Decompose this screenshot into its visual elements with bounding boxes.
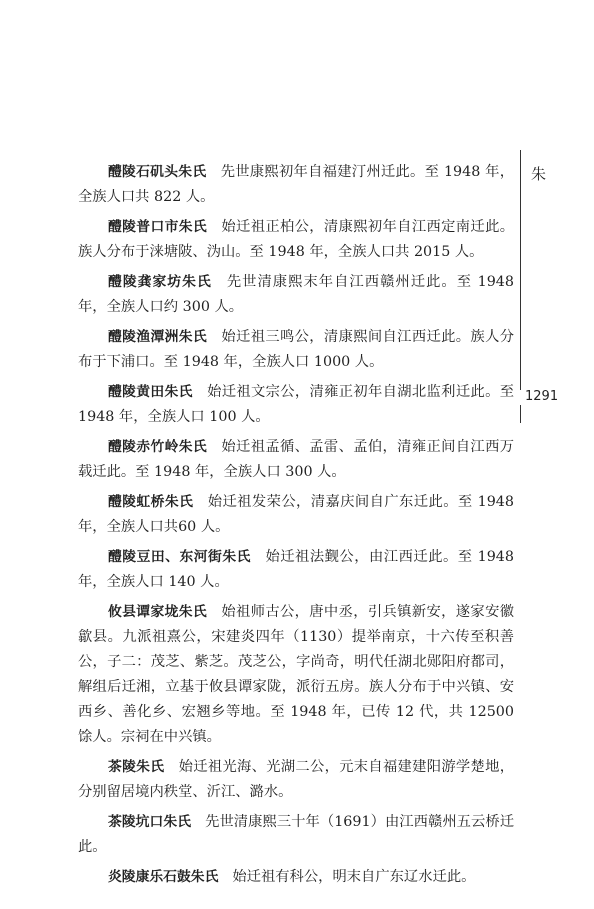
entry-text: 始迁祖有科公，明末自广东辽水迁此。 [232,869,476,885]
entry-text: 始迁祖三鸣公，清康熙间自江西迁此。族人分布于下浦口。至 1948 年，全族人口 1000 人。 [78,329,515,370]
entry [78,865,514,890]
entry [78,490,514,540]
entry-text: 始迁祖光海、光湖二公，元末自福建建阳游学楚地，分别留居境内秩堂、沂江、潞水。 [78,759,515,800]
entry-text: 始迁祖发荣公，清嘉庆间自广东迁此。至 1948 年，全族人口共60 人。 [78,494,514,535]
clan-name: 醴陵虹桥朱氏 [108,494,194,510]
page-number: 1291 [525,389,559,404]
clan-name: 醴陵赤竹岭朱氏 [108,439,208,455]
entry [78,435,514,485]
clan-name: 醴陵黄田朱氏 [108,384,193,400]
entry-text: 始迁祖文宗公，清雍正初年自湖北监利迁此。至 1948 年，全族人口 100 人。 [78,384,515,425]
clan-name: 攸县谭家垅朱氏 [108,604,208,620]
entry-text: 先世清康熙末年自江西赣州迁此。至 1948 年，全族人口约 300 人。 [78,274,515,315]
entry-text: 始祖师古公，唐中丞，引兵镇新安，遂家安徽歙县。九派祖熹公，宋建炎四年（1130）提举南京，十六传至积善公，子二：茂芝、紫芝。茂芝公，字尚奇，明代任湖北郧阳府都司，解组后迁湘，立基于攸县谭家陇，派衍五房。族人分布于中兴镇、安西乡、善化乡、宏翘乡等地。至 1948 年，已传 12 代，共 12500 馀人。宗祠在中兴镇。 [78,604,515,745]
entry-text: 先世康熙初年自福建汀州迁此。至 1948 年，全族人口共 822 人。 [78,164,514,205]
entry-text: 始迁祖法觐公，由江西迁此。至 1948 年，全族人口 140 人。 [78,549,514,590]
entry [78,755,514,805]
entry [78,380,514,430]
clan-name: 醴陵普口市朱氏 [108,219,208,235]
entry-text: 先世清康熙三十年（1691）由江西赣州五云桥迁此。 [78,814,514,855]
clan-name: 茶陵坑口朱氏 [108,814,192,830]
entry [78,545,514,595]
clan-name: 醴陵龚家坊朱氏 [108,274,212,290]
entry [78,325,514,375]
clan-name: 醴陵渔潭洲朱氏 [108,329,208,345]
side-rule [520,150,521,390]
entry [78,160,514,210]
entry-text: 始迁祖正柏公，清康熙初年自江西定南迁此。族人分布于涞塘陂、沩山。至 1948 年，全族人口共 2015 人。 [78,219,515,260]
section-character: 朱 [531,165,547,183]
entry [78,270,514,320]
side-rule-bottom [520,405,521,423]
clan-name: 茶陵朱氏 [108,759,165,775]
clan-name: 醴陵豆田、东河街朱氏 [108,549,251,565]
clan-name: 醴陵石矶头朱氏 [108,164,207,180]
entry [78,600,514,750]
entry-text: 始迁祖孟循、孟雷、孟伯，清雍正间自江西万载迁此。至 1948 年，全族人口 300 人。 [78,439,515,480]
entry [78,810,514,860]
entry-list [78,160,514,895]
entry [78,215,514,265]
clan-name: 炎陵康乐石鼓朱氏 [108,869,219,885]
